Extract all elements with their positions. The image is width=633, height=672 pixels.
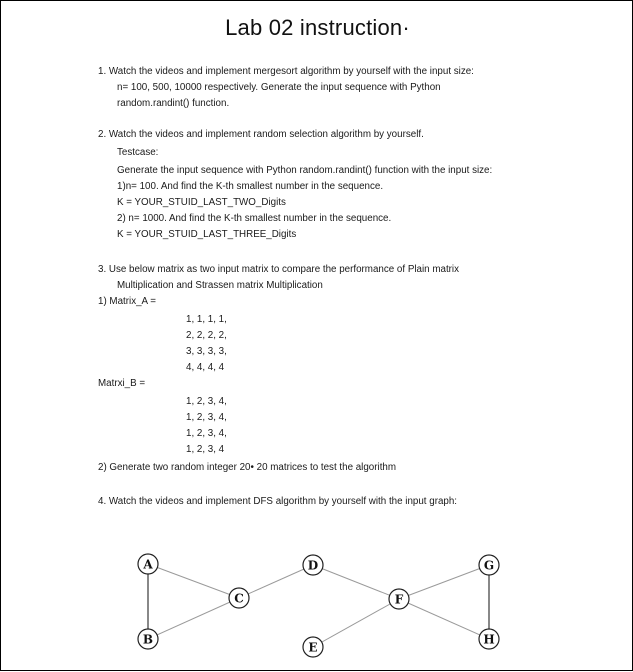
node-label: B — [142, 632, 154, 647]
matrix-a-row: 2, 2, 2, 2, — [186, 330, 227, 341]
item3-line3: 2) Generate two random integer 20• 20 matrices to test the algorithm — [98, 462, 397, 473]
graph-node-a — [138, 554, 158, 574]
edge-d-f — [313, 565, 399, 599]
matrix-a-row: 3, 3, 3, 3, — [186, 346, 227, 357]
graph-node-e — [303, 637, 323, 657]
node-label: G — [483, 558, 495, 573]
item1-line1: 1. Watch the videos and implement mergesort algorithm by yourself with the input size: — [98, 66, 474, 77]
item2-testcase-label: Testcase: — [117, 147, 159, 158]
page-title: Lab 02 instruction· — [225, 15, 410, 40]
graph-node-g — [479, 555, 499, 575]
matrix-b-label: Matrxi_B = — [98, 378, 146, 389]
node-label: A — [143, 557, 153, 572]
graph-node-d — [303, 555, 323, 575]
graph-node-h — [479, 629, 499, 649]
node-label: H — [483, 632, 495, 647]
item1-line2: n= 100, 500, 10000 respectively. Generate the input sequence with Python — [117, 82, 441, 93]
item2-line1: 2. Watch the videos and implement random selection algorithm by yourself. — [98, 129, 424, 140]
graph-node-c — [229, 588, 249, 608]
item4-line1: 4. Watch the videos and implement DFS algorithm by yourself with the input graph: — [98, 496, 458, 507]
graph-node-f — [389, 589, 409, 609]
node-label: D — [307, 558, 319, 573]
edge-a-c — [148, 564, 239, 598]
matrix-a-row: 4, 4, 4, 4 — [186, 362, 225, 373]
edge-f-g — [399, 565, 489, 599]
item2-line5: K = YOUR_STUID_LAST_TWO_Digits — [117, 197, 286, 208]
item2-line3: Generate the input sequence with Python random.randint() function with the input size: — [117, 165, 493, 176]
matrix-b-row: 1, 2, 3, 4, — [186, 428, 227, 439]
matrix-b-row: 1, 2, 3, 4, — [186, 412, 227, 423]
node-label: C — [234, 591, 244, 606]
item3-line1: 3. Use below matrix as two input matrix to compare the performance of Plain matrix — [98, 264, 459, 275]
dfs-graph — [1, 536, 633, 672]
graph-node-b — [138, 629, 158, 649]
item3-line2: Multiplication and Strassen matrix Multiplication — [117, 280, 323, 291]
node-label: F — [394, 592, 404, 607]
matrix-a-label: 1) Matrix_A = — [98, 296, 156, 307]
edge-e-f — [313, 599, 399, 647]
item2-line6: 2) n= 1000. And find the K-th smallest number in the sequence. — [117, 213, 392, 224]
edge-f-h — [399, 599, 489, 639]
node-label: E — [308, 640, 318, 655]
item2-line7: K = YOUR_STUID_LAST_THREE_Digits — [117, 229, 297, 240]
document-page — [1, 1, 633, 672]
edge-c-d — [239, 565, 313, 598]
edge-b-c — [148, 598, 239, 639]
matrix-b-row: 1, 2, 3, 4 — [186, 444, 225, 455]
graph-edges — [148, 564, 489, 647]
item2-line4: 1)n= 100. And find the K-th smallest number in the sequence. — [117, 181, 384, 192]
matrix-a-row: 1, 1, 1, 1, — [186, 314, 227, 325]
item1-line3: random.randint() function. — [117, 98, 230, 109]
matrix-b-row: 1, 2, 3, 4, — [186, 396, 227, 407]
